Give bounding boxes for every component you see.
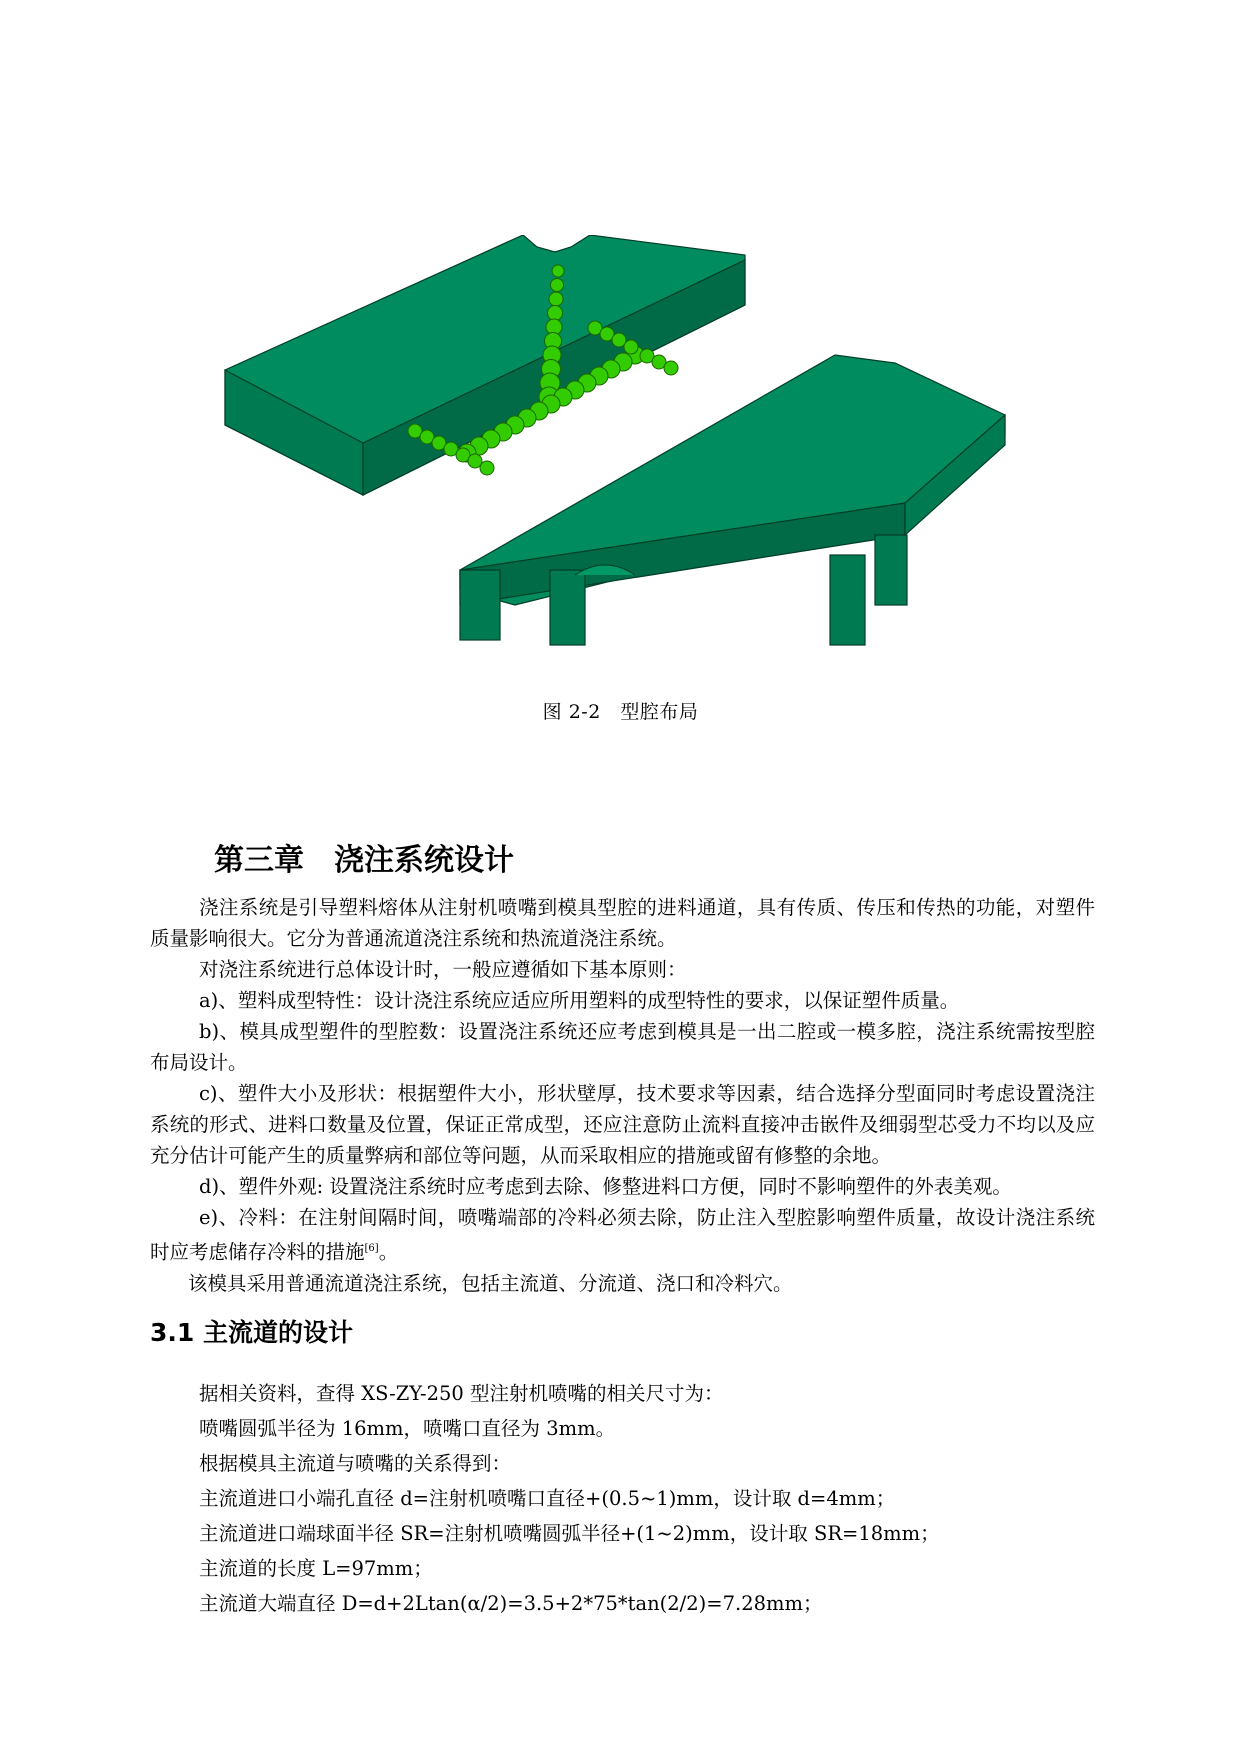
figure-caption-text: 型腔布局 bbox=[620, 701, 699, 723]
text-line: 主流道进口小端孔直径 d=注射机喷嘴口直径+(0.5~1)mm，设计取 d=4mm； bbox=[199, 1487, 896, 1510]
section-body bbox=[199, 1376, 1099, 1621]
principle-e-text: e)、冷料：在注射间隔时间，喷嘴端部的冷料必须去除，防止注入型腔影响塑件质量，故设计浇注系统时应考虑储存冷料的措施 bbox=[150, 1206, 1095, 1264]
paragraph: 对浇注系统进行总体设计时，一般应遵循如下基本原则： bbox=[199, 958, 687, 981]
cavity-layout-figure bbox=[215, 235, 1025, 655]
paragraph: 浇注系统是引导塑料熔体从注射机喷嘴到模具型腔的进料通道，具有传质、传压和传热的功能，对塑件质量影响很大。它分为普通流道浇注系统和热流道浇注系统。 bbox=[150, 896, 1095, 950]
principle-e: e)、冷料：在注射间隔时间，喷嘴端部的冷料必须去除，防止注入型腔影响塑件质量，故设计浇注系统时应考虑储存冷料的措施[6]。 bbox=[150, 1206, 1095, 1264]
text-line: 主流道大端直径 D=d+2Ltan(α/2)=3.5+2*75*tan(2/2)=7.28mm； bbox=[199, 1592, 823, 1615]
principle-d: d)、塑件外观: 设置浇注系统时应考虑到去除、修整进料口方便，同时不影响塑件的外表美观。 bbox=[199, 1175, 1012, 1198]
figure-caption-number: 图 2-2 bbox=[542, 701, 601, 723]
text-line: 根据模具主流道与喷嘴的关系得到： bbox=[199, 1452, 512, 1475]
text-line: 主流道进口端球面半径 SR=注射机喷嘴圆弧半径+(1~2)mm，设计取 SR=18mm； bbox=[199, 1522, 940, 1545]
principle-c: c)、塑件大小及形状：根据塑件大小，形状壁厚，技术要求等因素，结合选择分型面同时考虑设置浇注系统的形式、进料口数量及位置，保证正常成型，还应注意防止流料直接冲击嵌件及细弱型芯受力不均以及应充分估计可能产生的质量弊病和部位等问题，从而采取相应的措施或留有修整的余地。 bbox=[150, 1082, 1095, 1167]
figure-caption bbox=[0, 697, 1241, 724]
section-title: 3.1 主流道的设计 bbox=[150, 1318, 353, 1347]
principle-a: a)、塑料成型特性：设计浇注系统应适应所用塑料的成型特性的要求，以保证塑件质量。 bbox=[199, 989, 960, 1012]
intro-section bbox=[150, 892, 1095, 1299]
citation-ref: [6] bbox=[364, 1243, 379, 1254]
chapter-title: 第三章 浇注系统设计 bbox=[214, 843, 514, 878]
text-line: 据相关资料，查得 XS-ZY-250 型注射机喷嘴的相关尺寸为： bbox=[199, 1382, 724, 1405]
text-line: 主流道的长度 L=97mm； bbox=[199, 1557, 433, 1580]
text-line: 喷嘴圆弧半径为 16mm，喷嘴口直径为 3mm。 bbox=[199, 1417, 616, 1440]
paragraph: 该模具采用普通流道浇注系统，包括主流道、分流道、浇口和冷料穴。 bbox=[188, 1271, 793, 1295]
principle-b: b)、模具成型塑件的型腔数：设置浇注系统还应考虑到模具是一出二腔或一模多腔，浇注系统需按型腔布局设计。 bbox=[150, 1020, 1095, 1074]
